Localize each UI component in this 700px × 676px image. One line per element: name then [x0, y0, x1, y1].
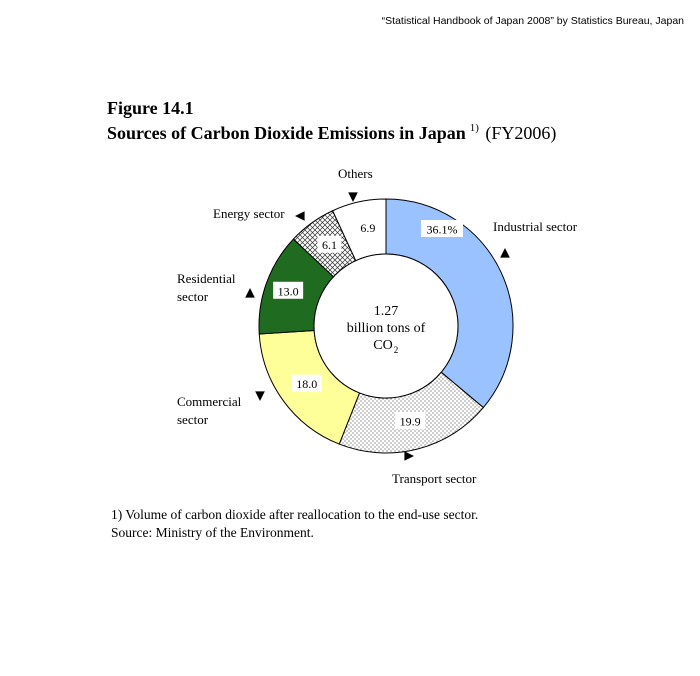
figure-period: (FY2006)	[485, 123, 557, 143]
category-arrow-icon	[295, 211, 305, 221]
category-label-commercial-sector	[177, 391, 265, 427]
value-label-text: 36.1%	[426, 222, 458, 237]
category-label-industrial-sector	[493, 219, 578, 258]
category-label-text	[213, 206, 285, 221]
category-label-others	[338, 166, 373, 202]
category-label-text	[177, 271, 236, 304]
value-label-transport-sector	[395, 412, 425, 429]
center-total-unit: billion tons of	[346, 321, 426, 336]
category-arrow-icon	[348, 192, 358, 202]
figure-title: Sources of Carbon Dioxide Emissions in Japan	[107, 123, 466, 143]
category-label-line: Energy sector	[213, 206, 285, 221]
category-label-line: Industrial sector	[493, 219, 578, 234]
value-label-energy-sector	[317, 236, 341, 253]
value-label-others	[355, 219, 381, 236]
figure-number: Figure 14.1	[107, 98, 194, 118]
value-label-text: 6.1	[321, 238, 337, 253]
category-label-line: sector	[177, 289, 209, 304]
value-label-commercial-sector	[292, 375, 322, 392]
center-total-substance: CO	[373, 338, 393, 353]
value-label-text: 19.9	[399, 414, 421, 429]
value-label-text: 6.9	[360, 221, 376, 236]
category-label-line: Others	[338, 166, 373, 181]
category-arrow-icon	[255, 391, 265, 401]
category-label-text	[493, 219, 578, 234]
category-label-transport-sector	[392, 451, 477, 486]
value-label-residential-sector	[273, 282, 303, 299]
source-header-note: “Statistical Handbook of Japan 2008” by Statistics Bureau, Japan	[381, 15, 684, 27]
footnote-source: Source: Ministry of the Environment.	[111, 525, 314, 540]
value-label-industrial-sector	[421, 220, 463, 237]
category-label-line: sector	[177, 412, 209, 427]
category-arrow-icon	[404, 451, 414, 461]
category-label-text	[177, 394, 242, 427]
footnotes	[111, 506, 478, 542]
category-label-line: Residential	[177, 271, 236, 286]
center-total-substance-subscript: 2	[393, 345, 399, 355]
category-label-residential-sector	[177, 271, 255, 304]
category-label-text	[392, 471, 477, 486]
category-arrow-icon	[500, 248, 510, 258]
category-label-line: Transport sector	[392, 471, 477, 486]
center-total-value: 1.27	[373, 304, 399, 319]
category-label-text	[338, 166, 373, 181]
footnote-reallocation: 1) Volume of carbon dioxide after reallocation to the end-use sector.	[111, 507, 479, 522]
figure-title-footnote-mark: 1)	[469, 122, 479, 134]
category-arrow-icon	[245, 288, 255, 298]
category-label-energy-sector	[213, 206, 305, 221]
value-label-text: 13.0	[277, 284, 299, 299]
value-label-text: 18.0	[296, 377, 318, 392]
category-label-line: Commercial	[177, 394, 242, 409]
